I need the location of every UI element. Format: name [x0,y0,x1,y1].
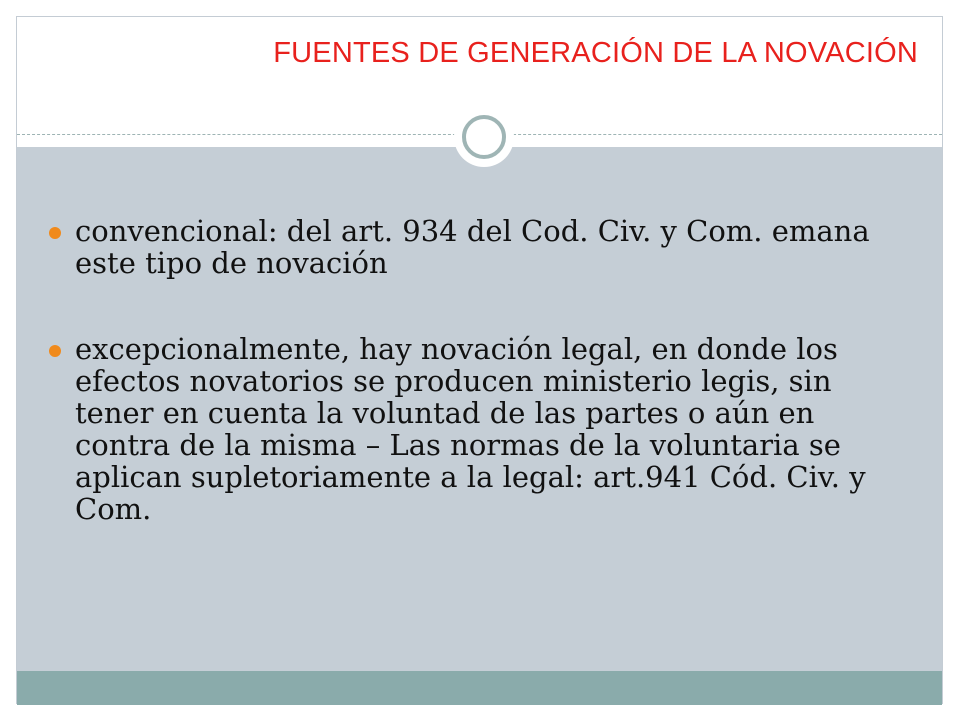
bullet-text: excepcionalmente, hay novación legal, en donde los efectos novatorios se producen ministerio legis, sin tener en cuenta la voluntad de las partes o aún en contra de la misma – Las normas de la voluntaria se aplican supletoriamente a la legal: art.941 Cód. Civ. y Com. [75,332,866,526]
footer-band [17,671,942,705]
content-area [17,147,942,671]
circle-ring-icon [462,115,506,159]
bullet-item [47,333,907,525]
bullet-list [47,215,907,579]
bullet-text: convencional: del art. 934 del Cod. Civ. y Com. emana este tipo de novación [75,214,870,280]
bullet-dot-icon [49,345,61,357]
slide-title: FUENTES DE GENERACIÓN DE LA NOVACIÓN [273,37,918,69]
bullet-dot-icon [49,227,61,239]
slide [16,16,943,704]
bullet-item [47,215,907,279]
